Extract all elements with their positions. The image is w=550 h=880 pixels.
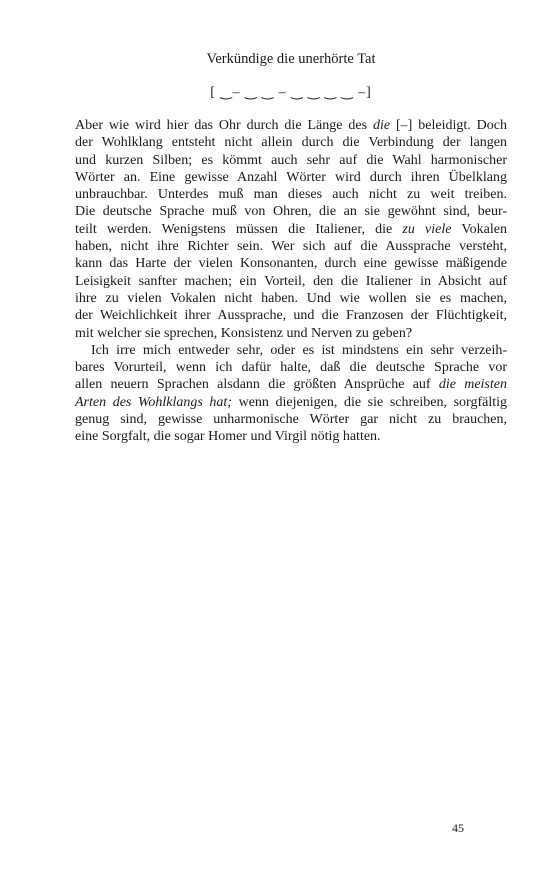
- text-line: bares Vorurteil, wenn ich dafür halte, daß die deutsche Sprache vor: [75, 360, 507, 376]
- text-line: teilt werden. Wenigstens müssen die Italiener, die zu viele Vokalen: [75, 221, 507, 237]
- page-number: 45: [452, 821, 464, 835]
- text-line: mit welcher sie sprechen, Konsistenz und Nerven zu geben?: [75, 325, 413, 341]
- text-line: Arten des Wohlklangs hat; wenn diejenigen, die sie schreiben, sorgfältig: [75, 394, 507, 410]
- text-line: der Weichlichkeit ihrer Aussprache, und die Franzosen der Flüchtigkeit,: [75, 308, 507, 324]
- text-line: kann das Harte der vielen Konsonanten, durch eine gewisse mäßigende: [75, 256, 507, 272]
- text-line: ihre zu vielen Vokalen nicht haben. Und wie wollen sie es machen,: [75, 290, 507, 306]
- text-line: Die deutsche Sprache muß von Ohren, die an sie gewöhnt sind, beur-: [75, 204, 507, 220]
- text-line: eine Sorgfalt, die sogar Homer und Virgil nötig hatten.: [75, 429, 381, 445]
- text-line: Wörter an. Eine gewisse Anzahl Wörter wird durch ihren Übelklang: [75, 169, 507, 185]
- text-line: und kurzen Silben; es kömmt auch sehr auf die Wahl harmonischer: [75, 152, 507, 168]
- text-line: unbrauchbar. Unterdes muß man dieses auch nicht zu weit treiben.: [75, 187, 507, 203]
- body-text: [75, 117, 507, 446]
- text-line: Aber wie wird hier das Ohr durch die Länge des die [–] beleidigt. Doch: [75, 118, 507, 133]
- text-line: haben, nicht ihre Richter sein. Wer sich auf die Aussprache versteht,: [75, 239, 507, 255]
- text-line: der Wohlklang entsteht nicht allein durch die Verbindung der langen: [75, 135, 507, 151]
- verse-title: Verkündige die unerhörte Tat: [206, 51, 376, 67]
- text-line: genug sind, gewisse unharmonische Wörter gar nicht zu brauchen,: [75, 412, 507, 428]
- text-line: allen neuern Sprachen alsdann die größten Ansprüche auf die meisten: [75, 377, 507, 393]
- text-line: Ich irre mich entweder sehr, oder es ist mindstens ein sehr verzeih-: [91, 342, 507, 358]
- meter-scansion: [ ‿– ‿ ‿ – ‿ ‿ ‿ ‿ –]: [210, 85, 372, 100]
- paragraph-1: [75, 117, 507, 342]
- book-page: [75, 0, 507, 880]
- paragraph-2: [75, 342, 507, 446]
- text-line: Leisigkeit sanfter machen; ein Vorteil, den die Italiener in Absicht auf: [75, 273, 507, 289]
